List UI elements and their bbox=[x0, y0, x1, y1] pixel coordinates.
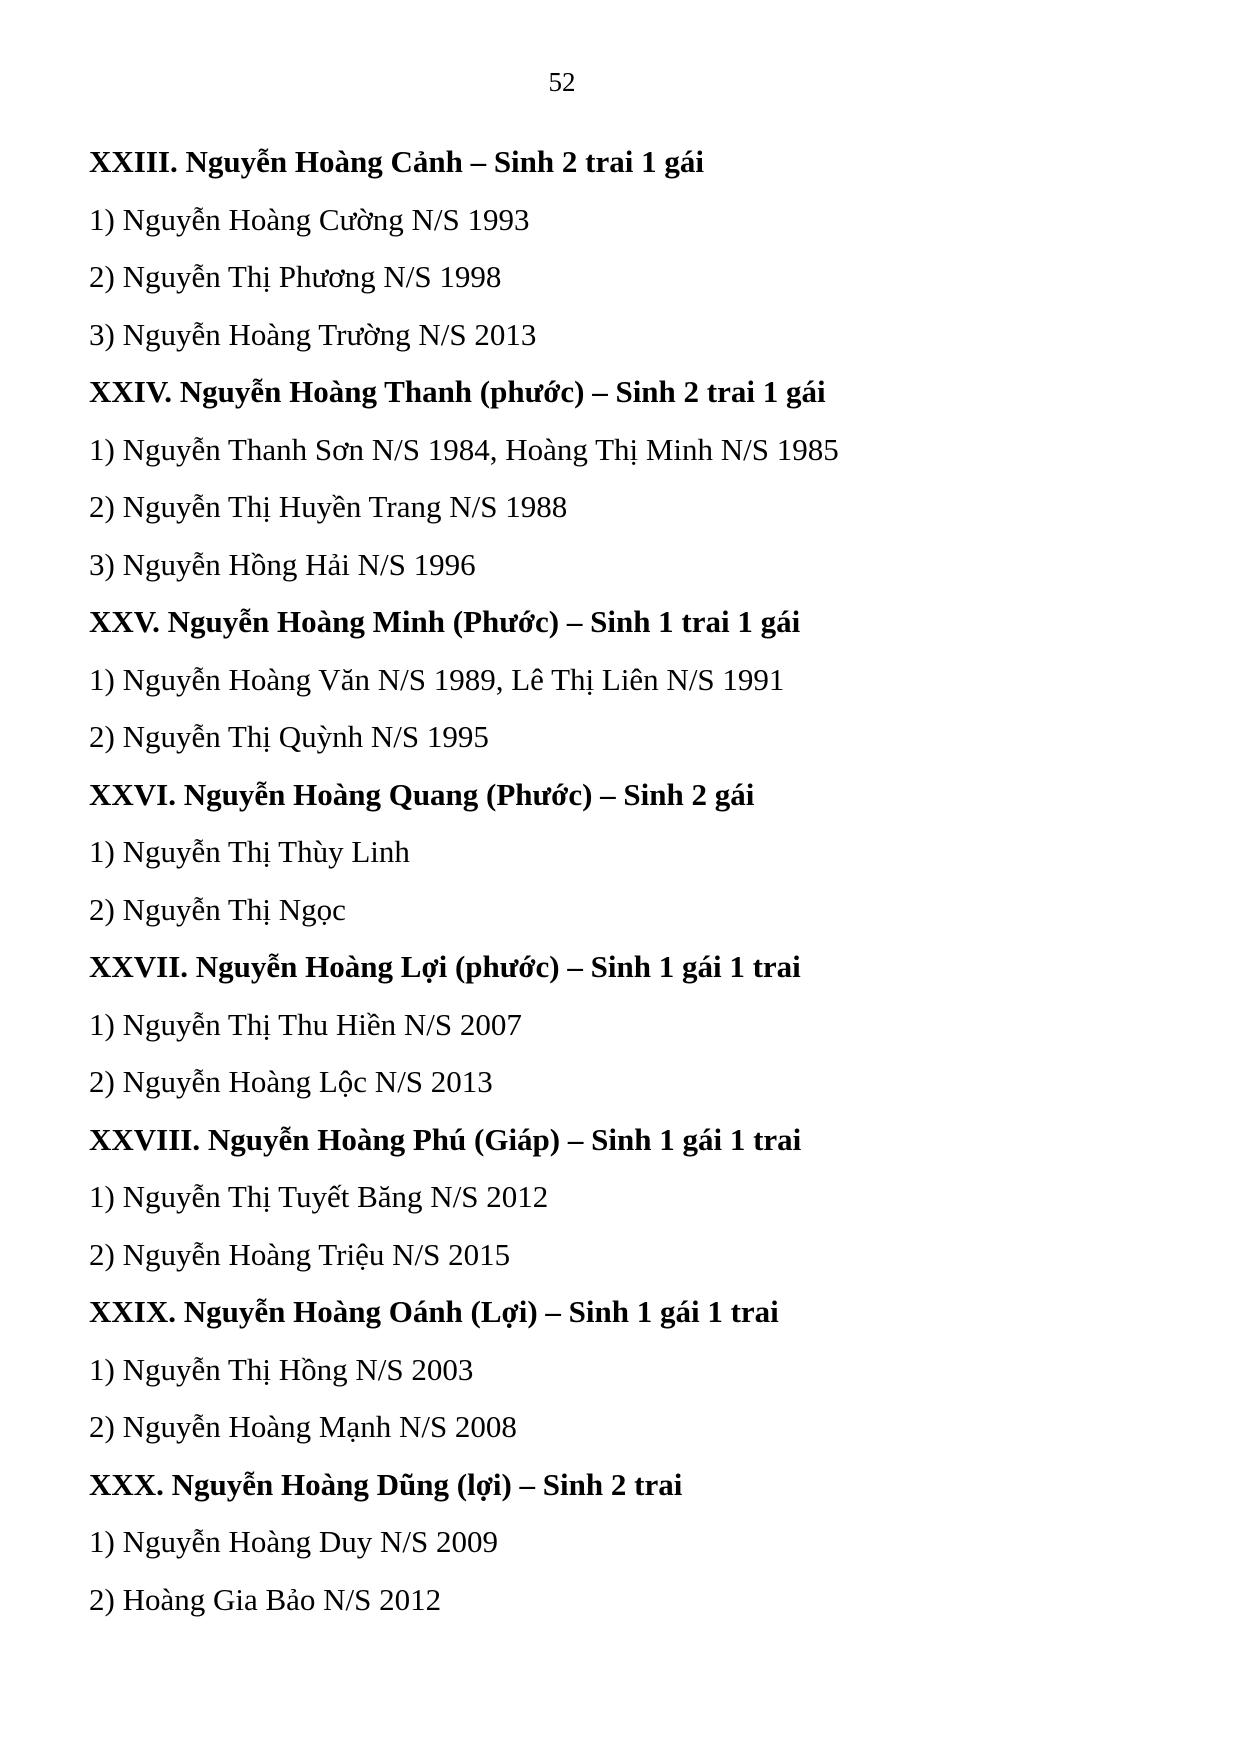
child-entry: 1) Nguyễn Thị Hồng N/S 2003 bbox=[89, 1351, 474, 1387]
child-entry: 1) Nguyễn Hoàng Văn N/S 1989, Lê Thị Liên N/S 1991 bbox=[89, 661, 785, 697]
child-entry: 3) Nguyễn Hồng Hải N/S 1996 bbox=[89, 546, 476, 582]
section-heading: XXVII. Nguyễn Hoàng Lợi (phước) – Sinh 1 gái 1 trai bbox=[89, 949, 801, 984]
child-entry: 1) Nguyễn Thị Thùy Linh bbox=[89, 834, 410, 869]
section-heading: XXVIII. Nguyễn Hoàng Phú (Giáp) – Sinh 1 gái 1 trai bbox=[89, 1121, 802, 1157]
section-heading: XXX. Nguyễn Hoàng Dũng (lợi) – Sinh 2 trai bbox=[89, 1466, 683, 1502]
section-heading: XXVI. Nguyễn Hoàng Quang (Phước) – Sinh 2 gái bbox=[89, 776, 755, 812]
child-entry: 1) Nguyễn Hoàng Cường N/S 1993 bbox=[89, 201, 530, 237]
genealogy-list bbox=[89, 139, 1149, 1634]
child-entry: 2) Hoàng Gia Bảo N/S 2012 bbox=[89, 1581, 442, 1617]
child-entry: 2) Nguyễn Hoàng Lộc N/S 2013 bbox=[89, 1064, 493, 1099]
child-entry: 1) Nguyễn Thị Thu Hiền N/S 2007 bbox=[89, 1006, 522, 1042]
child-entry: 2) Nguyễn Hoàng Triệu N/S 2015 bbox=[89, 1236, 511, 1272]
section-heading: XXIII. Nguyễn Hoàng Cảnh – Sinh 2 trai 1 gái bbox=[89, 144, 704, 179]
child-entry: 1) Nguyễn Thị Tuyết Băng N/S 2012 bbox=[89, 1179, 549, 1214]
child-entry: 3) Nguyễn Hoàng Trường N/S 2013 bbox=[89, 316, 537, 352]
child-entry: 1) Nguyễn Hoàng Duy N/S 2009 bbox=[89, 1524, 498, 1559]
child-entry: 2) Nguyễn Hoàng Mạnh N/S 2008 bbox=[89, 1409, 517, 1444]
section-heading: XXIX. Nguyễn Hoàng Oánh (Lợi) – Sinh 1 gái 1 trai bbox=[89, 1294, 779, 1329]
child-entry: 2) Nguyễn Thị Ngọc bbox=[89, 891, 346, 927]
child-entry: 1) Nguyễn Thanh Sơn N/S 1984, Hoàng Thị Minh N/S 1985 bbox=[89, 431, 839, 467]
section-heading: XXV. Nguyễn Hoàng Minh (Phước) – Sinh 1 trai 1 gái bbox=[89, 604, 801, 639]
page-number: 52 bbox=[548, 67, 576, 97]
section-heading: XXIV. Nguyễn Hoàng Thanh (phước) – Sinh 2 trai 1 gái bbox=[89, 374, 826, 409]
child-entry: 2) Nguyễn Thị Quỳnh N/S 1995 bbox=[89, 719, 489, 754]
child-entry: 2) Nguyễn Thị Huyền Trang N/S 1988 bbox=[89, 489, 568, 524]
child-entry: 2) Nguyễn Thị Phương N/S 1998 bbox=[89, 259, 502, 294]
